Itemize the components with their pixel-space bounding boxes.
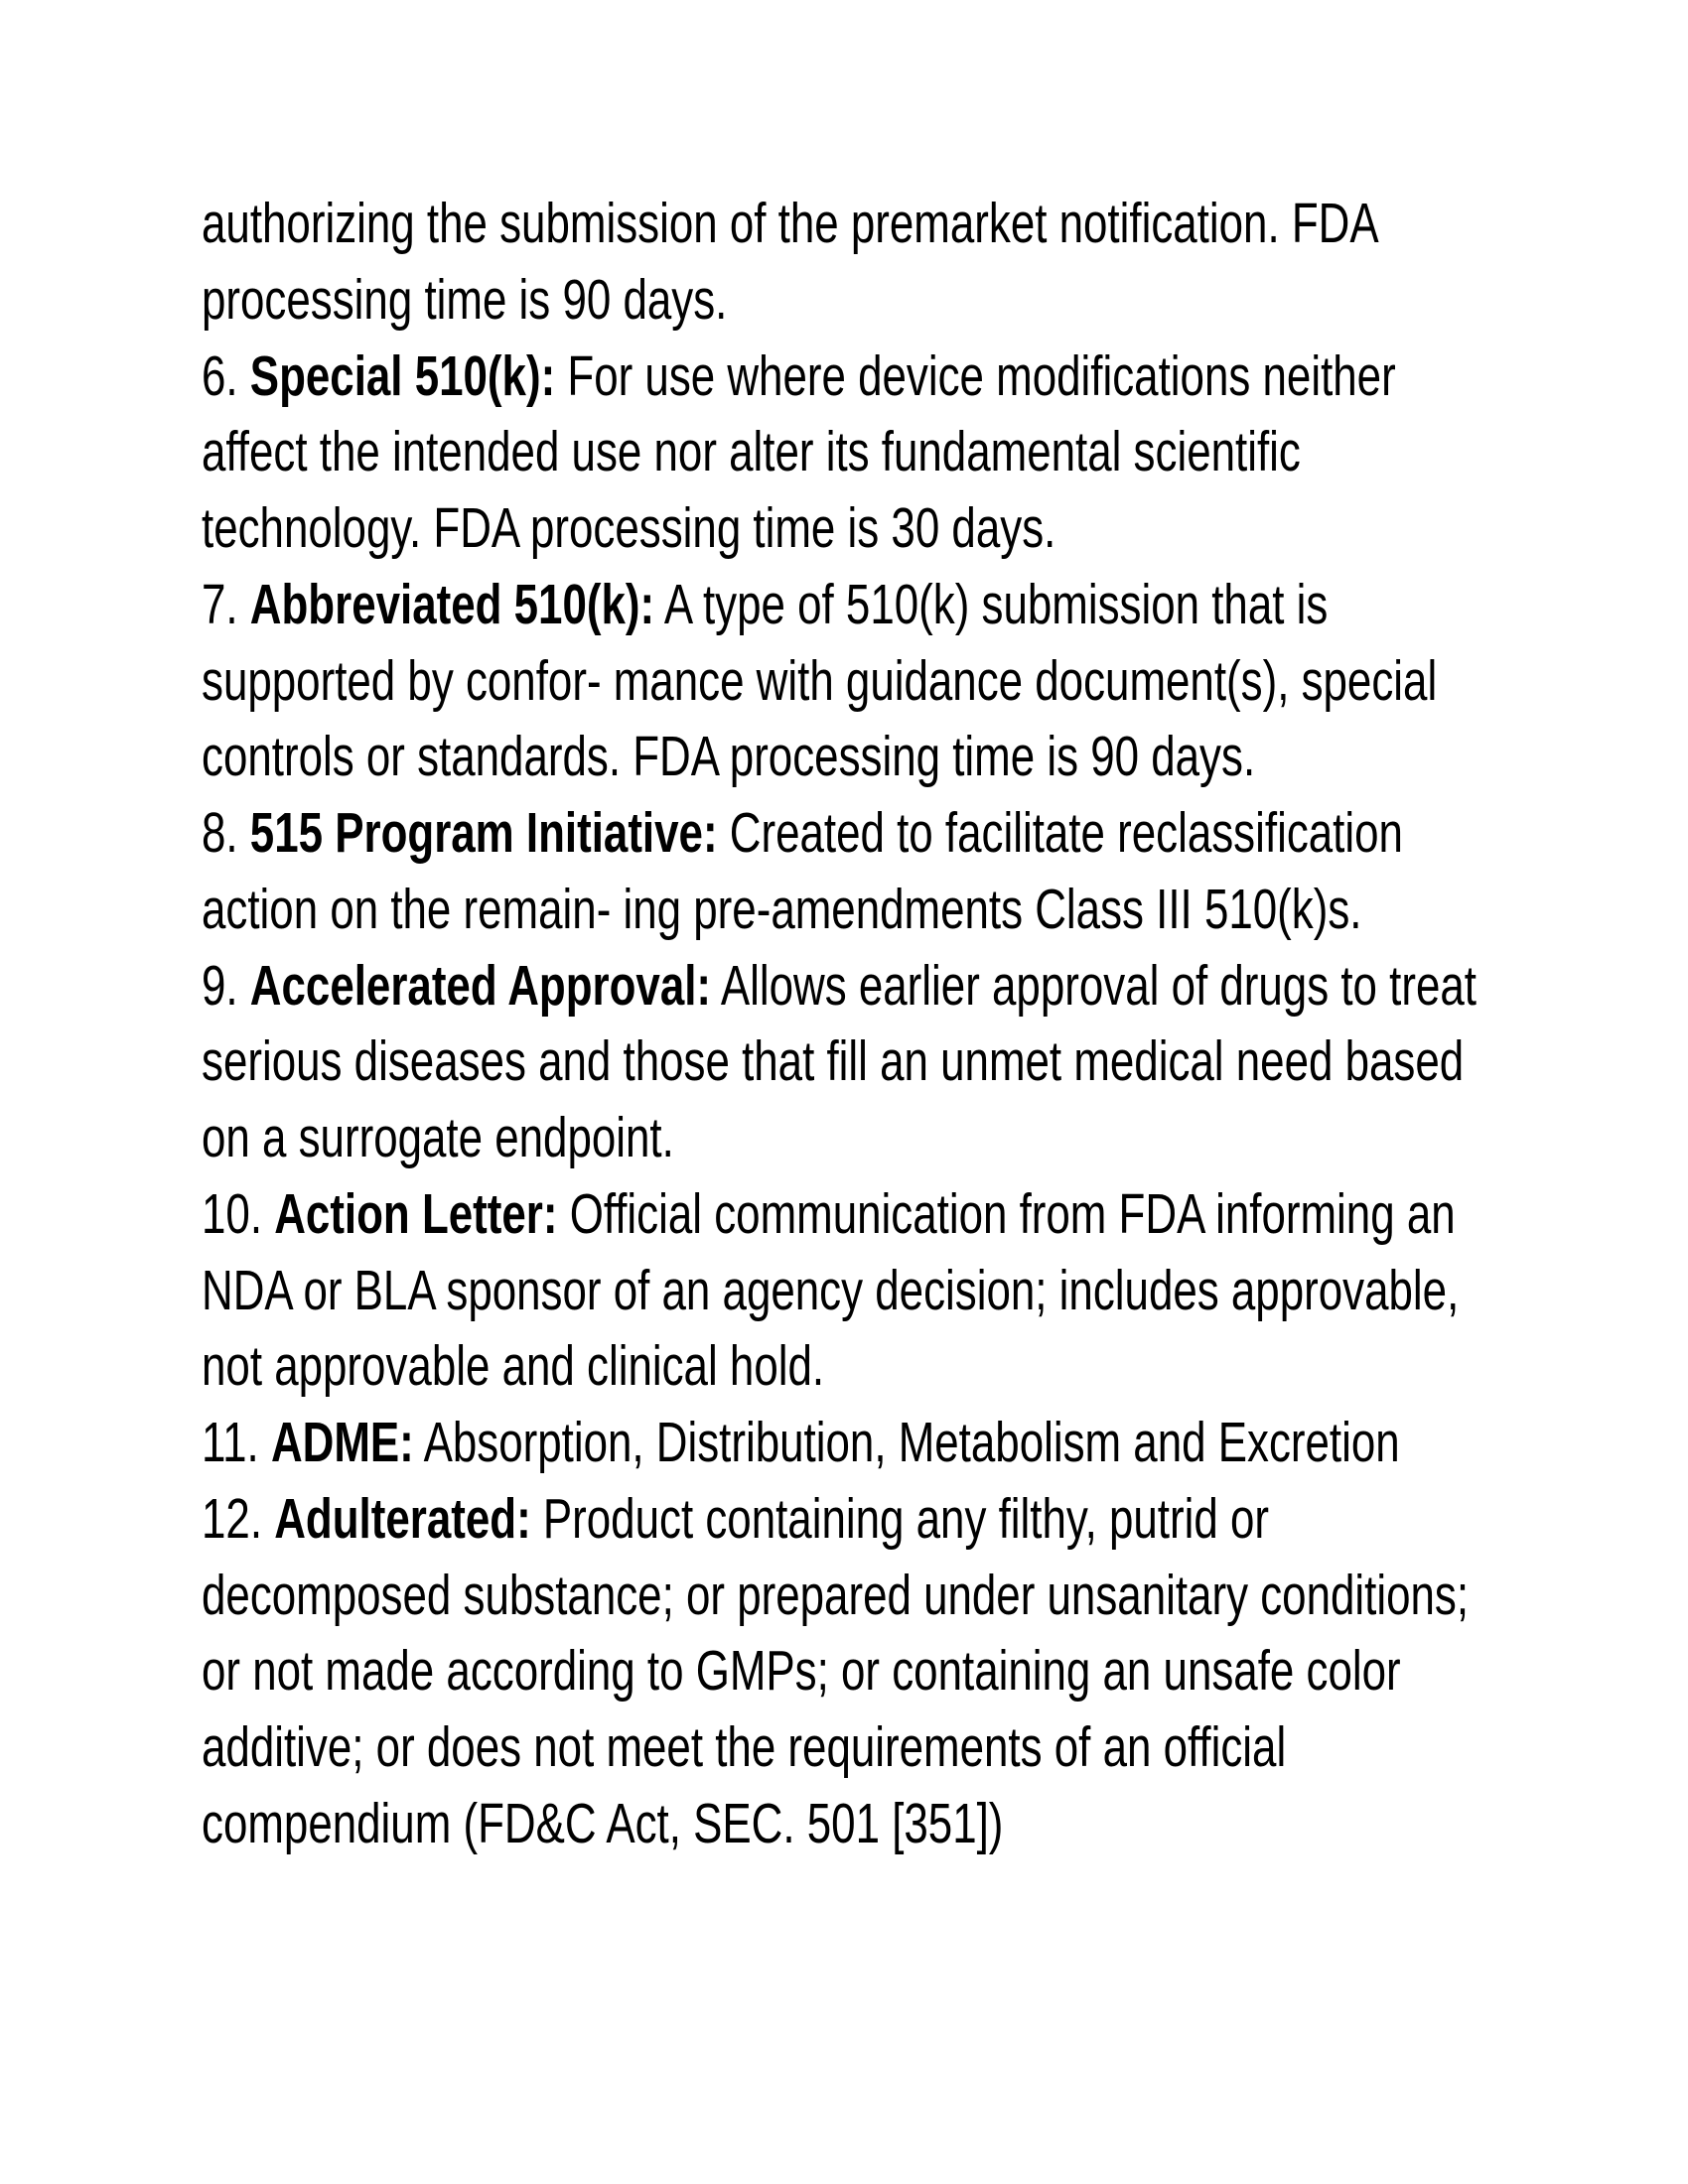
text-line <box>202 262 1477 339</box>
text-line <box>202 1176 1477 1253</box>
text-line <box>202 1558 1477 1634</box>
glossary-term-bold: Action Letter: <box>274 1181 558 1246</box>
text-line <box>202 567 1477 643</box>
text-line <box>202 719 1477 795</box>
text-line <box>202 1481 1477 1558</box>
text-segment: controls or standards. FDA processing time is 90 days. <box>202 725 1256 789</box>
text-block <box>202 186 1688 1862</box>
glossary-term-bold: Special 510(k): <box>249 343 556 408</box>
glossary-term-bold: ADME: <box>270 1411 414 1474</box>
text-segment: Official communication from FDA informing an <box>557 1181 1456 1246</box>
text-line <box>202 1633 1477 1709</box>
text-line <box>202 186 1477 262</box>
text-segment: For use where device modifications neither <box>555 343 1396 408</box>
text-segment: supported by confor- mance with guidance document(s), special <box>202 648 1438 713</box>
text-segment: 12. <box>202 1486 275 1551</box>
text-line <box>202 643 1477 720</box>
text-segment: 11. <box>202 1411 271 1474</box>
glossary-term-bold: Abbreviated 510(k): <box>249 572 655 636</box>
text-segment: Product containing any filthy, putrid or <box>530 1486 1269 1551</box>
text-line <box>202 1786 1477 1862</box>
text-segment: authorizing the submission of the premarket notification. FDA <box>202 192 1379 255</box>
text-line <box>202 795 1477 872</box>
text-line <box>202 948 1477 1024</box>
glossary-term-bold: Adulterated: <box>274 1486 531 1551</box>
text-segment: affect the intended use nor alter its fundamental scientific <box>202 420 1301 484</box>
text-line <box>202 1253 1477 1329</box>
text-line <box>202 1100 1477 1176</box>
text-line <box>202 414 1477 490</box>
text-segment: 10. <box>202 1181 275 1246</box>
text-segment: 7. <box>202 572 250 636</box>
glossary-term-bold: 515 Program Initiative: <box>249 801 718 865</box>
text-segment: technology. FDA processing time is 30 days. <box>202 496 1056 560</box>
text-line <box>202 872 1477 948</box>
text-line <box>202 490 1477 567</box>
text-segment: A type of 510(k) submission that is <box>654 572 1329 636</box>
text-line <box>202 1024 1477 1100</box>
text-segment: action on the remain- ing pre-amendments Class III 510(k)s. <box>202 877 1362 941</box>
text-segment: not approvable and clinical hold. <box>202 1334 825 1399</box>
text-line <box>202 1328 1477 1405</box>
text-line <box>202 1709 1477 1786</box>
text-segment: 6. <box>202 343 250 408</box>
text-segment: NDA or BLA sponsor of an agency decision; includes approvable, <box>202 1258 1460 1322</box>
text-line <box>202 1405 1477 1481</box>
text-segment: on a surrogate endpoint. <box>202 1106 674 1169</box>
text-segment: Absorption, Distribution, Metabolism and Excretion <box>413 1411 1400 1474</box>
text-segment: decomposed substance; or prepared under unsanitary conditions; <box>202 1563 1470 1627</box>
text-segment: compendium (FD&C Act, SEC. 501 [351]) <box>202 1791 1004 1855</box>
text-segment: Created to facilitate reclassification <box>717 801 1403 865</box>
text-segment: additive; or does not meet the requirements of an official <box>202 1715 1287 1779</box>
text-segment: or not made according to GMPs; or containing an unsafe color <box>202 1639 1401 1704</box>
text-segment: processing time is 90 days. <box>202 267 728 332</box>
glossary-term-bold: Accelerated Approval: <box>249 953 712 1018</box>
text-segment: 8. <box>202 801 250 865</box>
text-segment: 9. <box>202 953 250 1018</box>
text-segment: serious diseases and those that fill an unmet medical need based <box>202 1029 1465 1094</box>
text-line <box>202 339 1477 415</box>
text-segment: Allows earlier approval of drugs to treat <box>711 953 1477 1018</box>
